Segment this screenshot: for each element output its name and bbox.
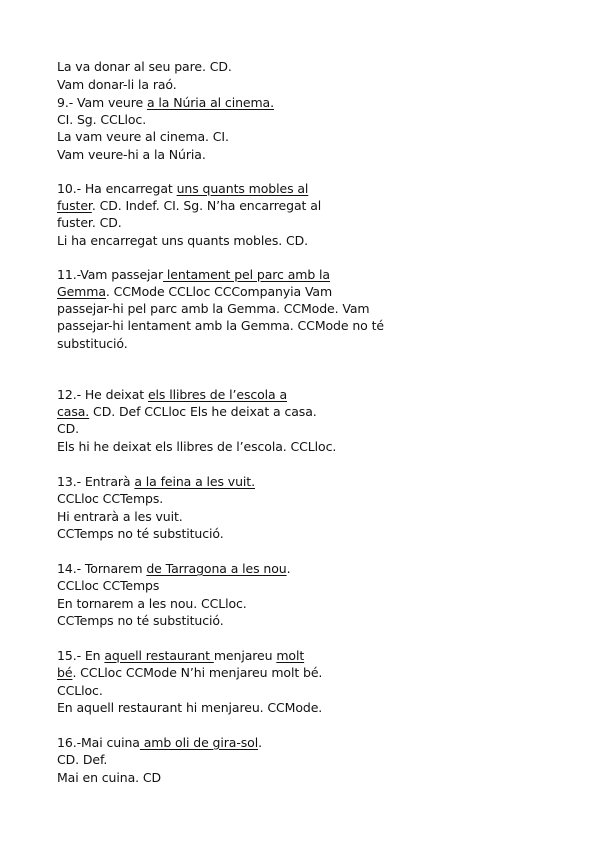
text-line — [57, 317, 384, 335]
text-run: CCLloc. — [57, 683, 103, 698]
text-line — [57, 769, 161, 787]
text-line — [57, 111, 146, 129]
text-line — [57, 128, 229, 146]
text-run: . CCLloc CCMode N’hi menjareu molt bé. — [72, 665, 323, 680]
text-line — [57, 560, 290, 578]
text-run: CD. Def. — [57, 752, 108, 767]
text-run: 13.- Entrarà — [57, 474, 135, 489]
text-run: . — [258, 735, 262, 750]
text-line — [57, 664, 322, 682]
text-line — [57, 180, 308, 198]
text-run: CCLloc CCTemps. — [57, 491, 164, 506]
text-line — [57, 94, 274, 112]
text-line — [57, 232, 308, 250]
text-run: Li ha encarregat uns quants mobles. CD. — [57, 233, 309, 248]
text-run: Mai en cuina. CD — [57, 770, 162, 785]
underlined-phrase: lentament pel parc amb la — [163, 267, 330, 282]
text-run: 14.- Tornarem — [57, 561, 147, 576]
text-line — [57, 734, 262, 752]
underlined-phrase: amb oli de gira-sol — [139, 735, 259, 750]
text-run: CD. — [57, 421, 80, 436]
text-line — [57, 577, 159, 595]
text-line — [57, 283, 332, 301]
text-run: 12.- He deixat — [57, 387, 148, 402]
text-line — [57, 525, 224, 543]
underlined-phrase: aquell restaurant — [104, 648, 214, 663]
underlined-phrase: fuster — [57, 198, 92, 213]
underlined-phrase: a la Núria al cinema. — [146, 95, 274, 110]
text-line — [57, 473, 255, 491]
text-line — [57, 699, 322, 717]
text-run: 10.- Ha encarregat — [57, 181, 177, 196]
text-run: En tornarem a les nou. CCLloc. — [57, 596, 247, 611]
text-run: passejar-hi pel parc amb la Gemma. CCMode. Vam — [57, 301, 370, 316]
text-line — [57, 682, 103, 700]
underlined-phrase: els llibres de l’escola a — [147, 387, 288, 402]
underlined-phrase: casa. — [57, 404, 90, 419]
text-run: En aquell restaurant hi menjareu. CCMode. — [57, 700, 323, 715]
text-run: Hi entrarà a les vuit. — [57, 509, 183, 524]
text-run: La vam veure al cinema. CI. — [57, 129, 229, 144]
text-line — [57, 386, 287, 404]
underlined-phrase: molt — [276, 648, 305, 663]
text-line — [57, 647, 304, 665]
text-run: CCTemps no té substitució. — [57, 526, 224, 541]
text-line — [57, 146, 206, 164]
text-line — [57, 438, 336, 456]
text-line — [57, 214, 122, 232]
text-line — [57, 403, 317, 421]
text-run: 11.-Vam passejar — [57, 267, 164, 282]
text-run: Vam veure-hi a la Núria. — [57, 147, 206, 162]
text-line — [57, 490, 163, 508]
text-line — [57, 58, 232, 76]
text-run: 15.- En — [57, 648, 105, 663]
text-line — [57, 595, 247, 613]
underlined-phrase: de Tarragona a les nou — [146, 561, 287, 576]
text-run: CCTemps no té substitució. — [57, 613, 224, 628]
text-run: . CCMode CCLloc CCCompanyia Vam — [105, 284, 333, 299]
text-run: Els hi he deixat els llibres de l’escola. CCLloc. — [57, 439, 337, 454]
text-run: substitució. — [57, 336, 128, 351]
text-line — [57, 751, 107, 769]
text-run: menjareu — [213, 648, 277, 663]
underlined-phrase: Gemma — [57, 284, 106, 299]
text-line — [57, 76, 177, 94]
text-run: CD. Def CCLloc Els he deixat a casa. — [89, 404, 317, 419]
text-run: CI. Sg. CCLloc. — [57, 112, 147, 127]
text-line — [57, 612, 224, 630]
text-run: . CD. Indef. CI. Sg. N’ha encarregat al — [91, 198, 322, 213]
text-run: 9.- Vam veure — [57, 95, 147, 110]
text-run: La va donar al seu pare. CD. — [57, 59, 232, 74]
text-run: . — [286, 561, 291, 576]
underlined-phrase: bé — [57, 665, 73, 680]
text-line — [57, 508, 183, 526]
text-line — [57, 197, 321, 215]
text-run: passejar-hi lentament amb la Gemma. CCMode no té — [57, 318, 384, 333]
underlined-phrase: a la feina a les vuit. — [134, 474, 255, 489]
text-line — [57, 266, 330, 284]
text-run: Vam donar-li la raó. — [57, 77, 177, 92]
text-run: 16.-Mai cuina — [57, 735, 140, 750]
underlined-phrase: uns quants mobles al — [176, 181, 309, 196]
text-line — [57, 335, 128, 353]
text-line — [57, 300, 370, 318]
text-run: CCLloc CCTemps — [57, 578, 160, 593]
text-run: fuster. CD. — [57, 215, 122, 230]
text-line — [57, 420, 79, 438]
